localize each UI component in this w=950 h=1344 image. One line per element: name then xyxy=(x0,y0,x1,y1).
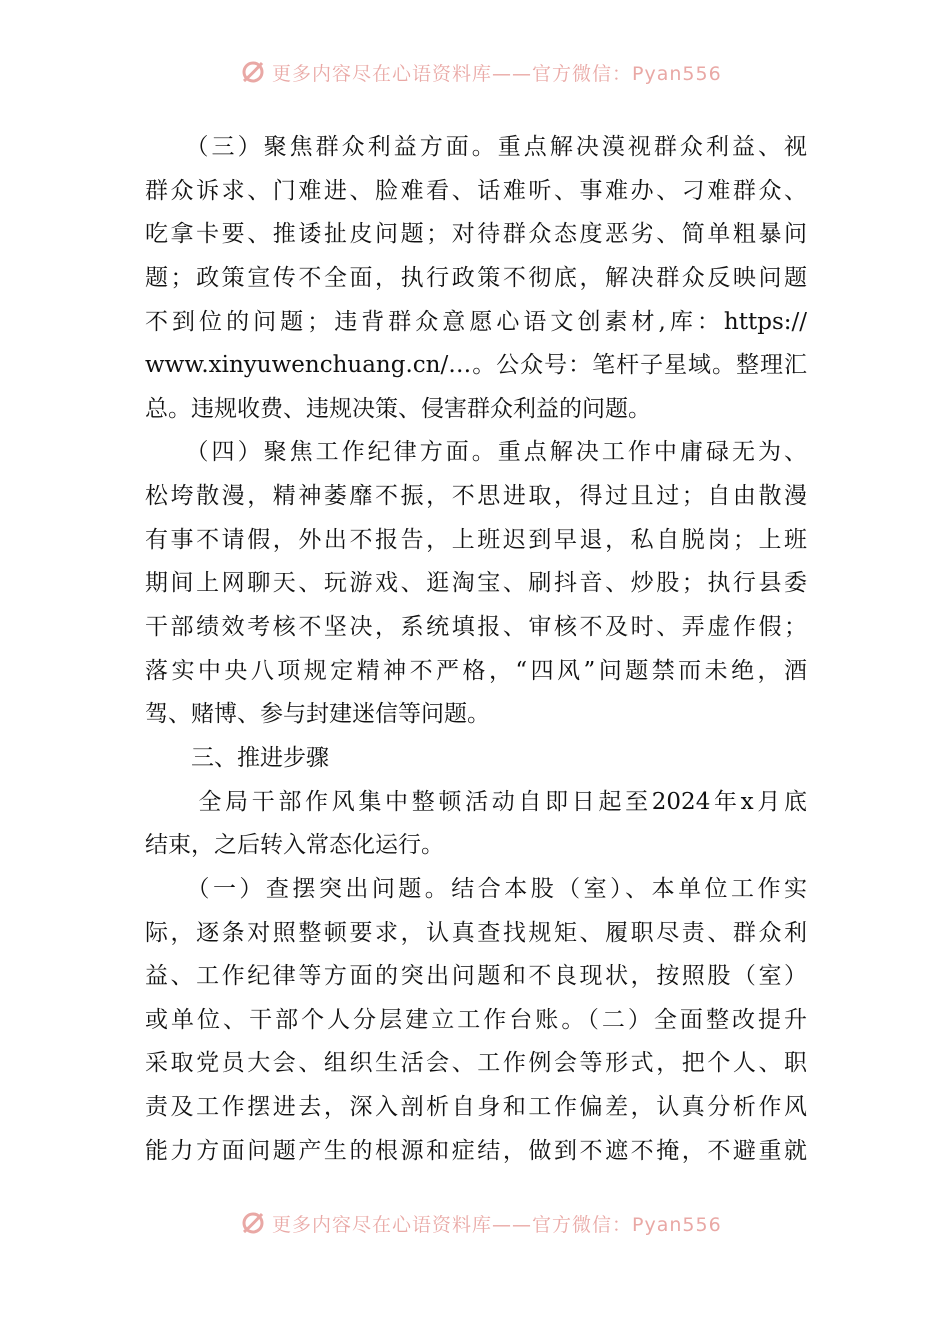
text-line: 落实中央八项规定精神不严格，“四风”问题禁而未绝，酒 xyxy=(145,657,807,684)
text-line: 松垮散漫，精神萎靡不振，不思进取，得过且过；自由散漫 xyxy=(145,483,807,510)
text-line: 全局干部作风集中整顿活动自即日起至2024年x月底 xyxy=(145,788,807,815)
text-line: 吃拿卡要、推诿扯皮问题；对待群众态度恶劣、简单粗暴问 xyxy=(145,221,807,248)
logo-icon xyxy=(240,1210,266,1236)
text-line: 三、推进步骤 xyxy=(145,744,329,771)
text-line: （四）聚焦工作纪律方面。重点解决工作中庸碌无为、 xyxy=(145,439,807,466)
text-line: 能力方面问题产生的根源和症结，做到不遮不掩，不避重就 xyxy=(145,1137,807,1164)
text-line: 驾、赌博、参与封建迷信等问题。 xyxy=(145,701,490,728)
text-line: 总。违规收费、违规决策、侵害群众利益的问题。 xyxy=(145,395,651,422)
text-line: 或单位、干部个人分层建立工作台账。（二）全面整改提升 xyxy=(145,1006,807,1033)
watermark-header xyxy=(0,55,950,89)
document-body xyxy=(145,126,807,1173)
text-line: 干部绩效考核不坚决，系统填报、审核不及时、弄虚作假； xyxy=(145,614,807,641)
text-line: （三）聚焦群众利益方面。重点解决漠视群众利益、视 xyxy=(145,134,807,160)
text-line: 题；政策宣传不全面，执行政策不彻底，解决群众反映问题 xyxy=(145,264,807,291)
text-line: 有事不请假，外出不报告，上班迟到早退，私自脱岗；上班 xyxy=(145,526,807,553)
text-line: 责及工作摆进去，深入剖析自身和工作偏差，认真分析作风 xyxy=(145,1094,807,1121)
logo-icon xyxy=(240,59,266,85)
watermark-footer xyxy=(0,1206,950,1240)
text-line: 群众诉求、门难进、脸难看、话难听、事难办、刁难群众、 xyxy=(145,177,807,204)
watermark-text: 更多内容尽在心语资料库——官方微信：Pyan556 xyxy=(272,1213,722,1236)
text-line: 益、工作纪律等方面的突出问题和不良现状，按照股（室） xyxy=(145,963,807,990)
text-line: www.xinyuwenchuang.cn/…。公众号：笔杆子星域。整理汇 xyxy=(145,352,807,379)
text-line: 际，逐条对照整顿要求，认真查找规矩、履职尽责、群众利 xyxy=(145,919,807,946)
text-line: 期间上网聊天、玩游戏、逛淘宝、刷抖音、炒股；执行县委 xyxy=(145,570,807,597)
text-line: 结束，之后转入常态化运行。 xyxy=(145,832,444,859)
watermark-text: 更多内容尽在心语资料库——官方微信：Pyan556 xyxy=(272,62,722,85)
text-line: （一）查摆突出问题。结合本股（室）、本单位工作实 xyxy=(145,875,807,902)
text-line: 采取党员大会、组织生活会、工作例会等形式，把个人、职 xyxy=(145,1050,807,1077)
text-line: 不到位的问题；违背群众意愿心语文创素材,库：https:// xyxy=(145,308,807,335)
